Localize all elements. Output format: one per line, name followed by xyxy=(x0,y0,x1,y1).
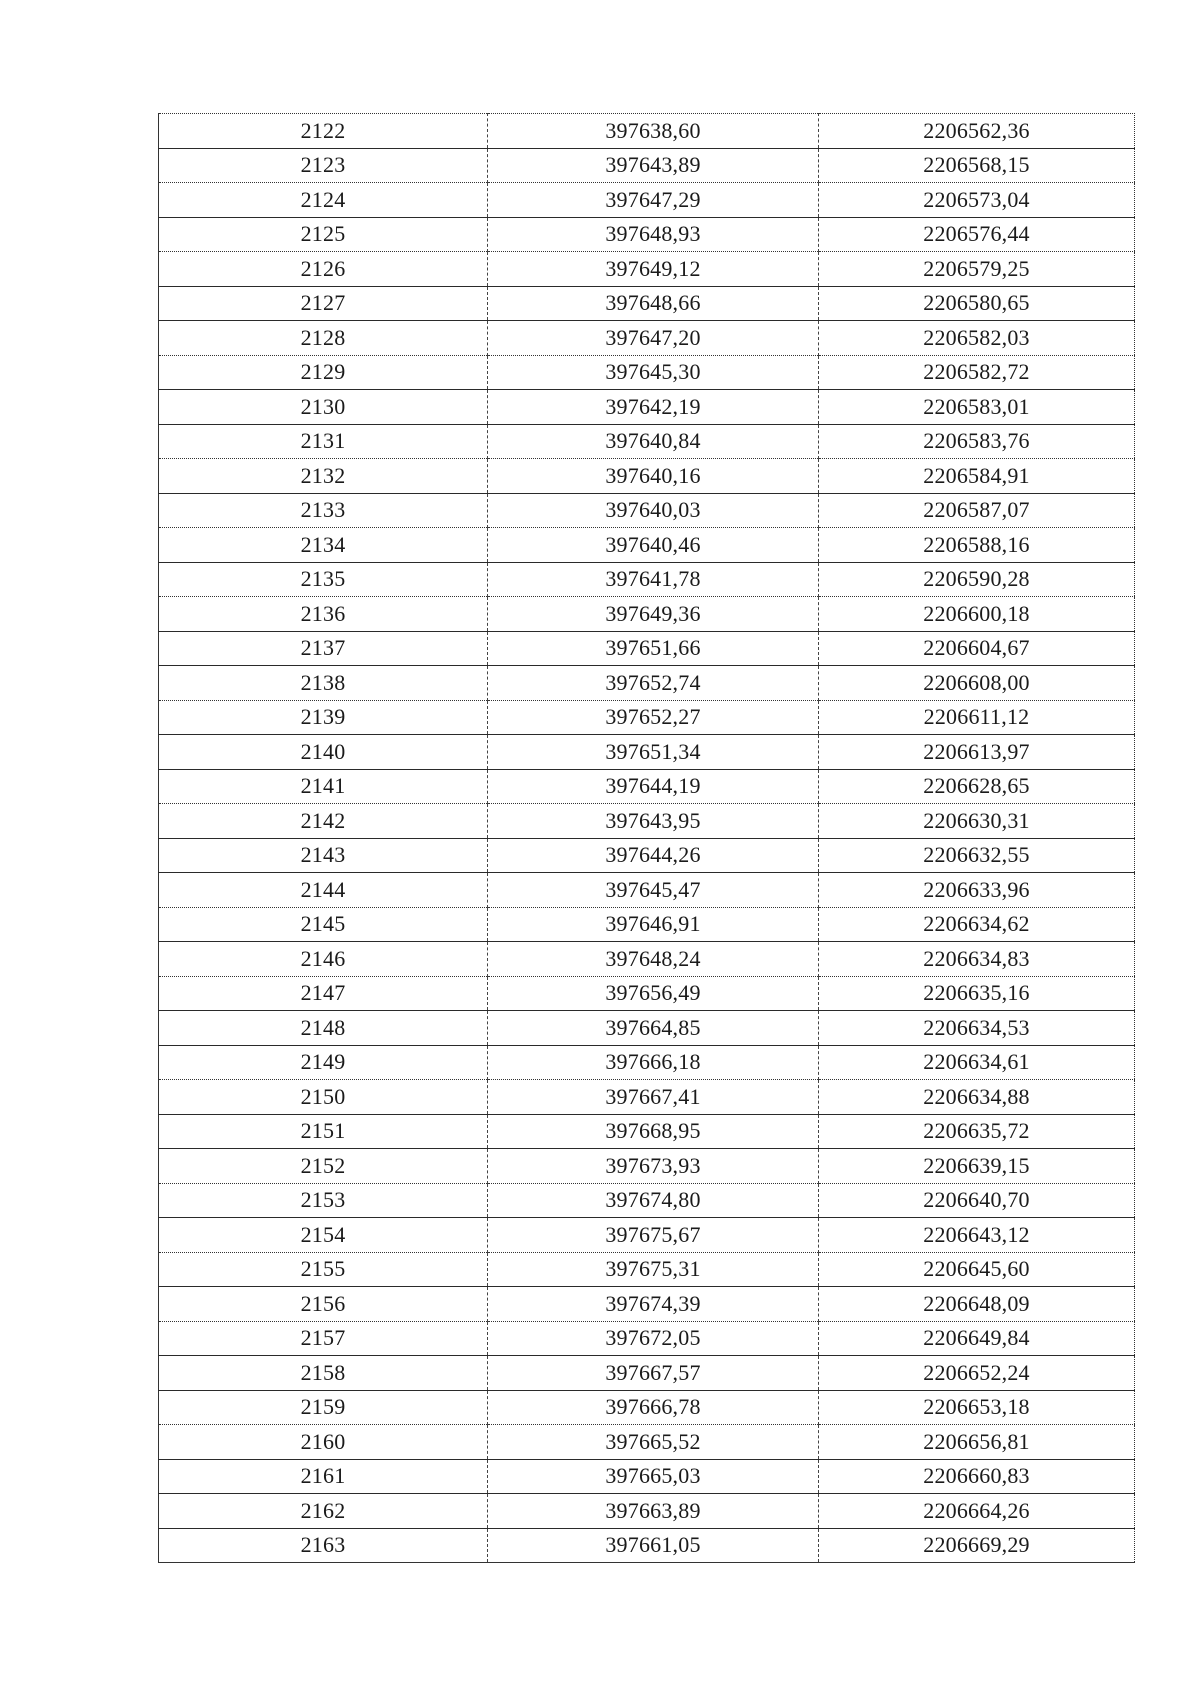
y-coordinate-cell: 2206628,65 xyxy=(923,773,1030,799)
x-coordinate-cell: 397668,95 xyxy=(488,1114,819,1149)
table-row xyxy=(159,769,1135,804)
point-number-cell: 2128 xyxy=(159,321,488,356)
point-number-cell: 2149 xyxy=(159,1045,488,1080)
table-row xyxy=(159,1494,1135,1529)
point-number-cell: 2152 xyxy=(159,1149,488,1184)
point-number-cell: 2136 xyxy=(159,597,488,632)
x-coordinate-cell: 397674,80 xyxy=(488,1183,819,1218)
y-coordinate-cell: 2206573,04 xyxy=(923,186,1030,212)
table-row xyxy=(159,1459,1135,1494)
x-coordinate-cell: 397666,78 xyxy=(488,1390,819,1425)
point-number-cell: 2161 xyxy=(159,1459,488,1494)
x-coordinate-cell: 397667,41 xyxy=(488,1080,819,1115)
x-coordinate-cell: 397649,12 xyxy=(488,252,819,287)
x-coordinate-cell: 397656,49 xyxy=(488,976,819,1011)
point-number-cell: 2155 xyxy=(159,1252,488,1287)
y-coordinate-cell: 2206576,44 xyxy=(923,221,1030,247)
point-number-cell: 2153 xyxy=(159,1183,488,1218)
point-number-cell: 2139 xyxy=(159,700,488,735)
table-row xyxy=(159,528,1135,563)
x-coordinate-cell: 397642,19 xyxy=(488,390,819,425)
x-coordinate-cell: 397643,89 xyxy=(488,148,819,183)
table-row xyxy=(159,1011,1135,1046)
point-number-cell: 2142 xyxy=(159,804,488,839)
y-coordinate-cell: 2206582,03 xyxy=(923,324,1030,350)
y-coordinate-cell: 2206635,72 xyxy=(923,1118,1030,1144)
point-number-cell: 2141 xyxy=(159,769,488,804)
x-coordinate-cell: 397651,66 xyxy=(488,631,819,666)
y-coordinate-cell: 2206604,67 xyxy=(923,635,1030,661)
y-coordinate-cell: 2206562,36 xyxy=(923,117,1030,143)
table-row xyxy=(159,183,1135,218)
point-number-cell: 2146 xyxy=(159,942,488,977)
y-coordinate-cell: 2206632,55 xyxy=(923,842,1030,868)
x-coordinate-cell: 397648,24 xyxy=(488,942,819,977)
table-row xyxy=(159,1321,1135,1356)
x-coordinate-cell: 397652,74 xyxy=(488,666,819,701)
x-coordinate-cell: 397675,31 xyxy=(488,1252,819,1287)
y-coordinate-cell: 2206634,88 xyxy=(923,1083,1030,1109)
point-number-cell: 2133 xyxy=(159,493,488,528)
y-coordinate-cell: 2206634,61 xyxy=(923,1049,1030,1075)
point-number-cell: 2148 xyxy=(159,1011,488,1046)
point-number-cell: 2122 xyxy=(159,114,488,149)
table-row xyxy=(159,459,1135,494)
x-coordinate-cell: 397674,39 xyxy=(488,1287,819,1322)
table-row xyxy=(159,217,1135,252)
x-coordinate-cell: 397665,52 xyxy=(488,1425,819,1460)
table-row xyxy=(159,1149,1135,1184)
point-number-cell: 2145 xyxy=(159,907,488,942)
point-number-cell: 2157 xyxy=(159,1321,488,1356)
x-coordinate-cell: 397645,30 xyxy=(488,355,819,390)
y-coordinate-cell: 2206630,31 xyxy=(923,807,1030,833)
table-row xyxy=(159,252,1135,287)
y-coordinate-cell: 2206639,15 xyxy=(923,1152,1030,1178)
y-coordinate-cell: 2206635,16 xyxy=(923,980,1030,1006)
point-number-cell: 2130 xyxy=(159,390,488,425)
table-row xyxy=(159,1390,1135,1425)
table-row xyxy=(159,1080,1135,1115)
table-row xyxy=(159,735,1135,770)
point-number-cell: 2159 xyxy=(159,1390,488,1425)
table-row xyxy=(159,804,1135,839)
y-coordinate-cell: 2206648,09 xyxy=(923,1290,1030,1316)
y-coordinate-cell: 2206579,25 xyxy=(923,255,1030,281)
x-coordinate-cell: 397647,20 xyxy=(488,321,819,356)
table-row xyxy=(159,1045,1135,1080)
table-row xyxy=(159,114,1135,149)
point-number-cell: 2134 xyxy=(159,528,488,563)
table-row xyxy=(159,631,1135,666)
y-coordinate-cell: 2206664,26 xyxy=(923,1497,1030,1523)
point-number-cell: 2129 xyxy=(159,355,488,390)
table-row xyxy=(159,355,1135,390)
y-coordinate-cell: 2206582,72 xyxy=(923,359,1030,385)
table-row xyxy=(159,286,1135,321)
point-number-cell: 2132 xyxy=(159,459,488,494)
y-coordinate-cell: 2206652,24 xyxy=(923,1359,1030,1385)
y-coordinate-cell: 2206608,00 xyxy=(923,669,1030,695)
table-row xyxy=(159,873,1135,908)
x-coordinate-cell: 397663,89 xyxy=(488,1494,819,1529)
table-row xyxy=(159,700,1135,735)
table-row xyxy=(159,148,1135,183)
table-row xyxy=(159,1356,1135,1391)
x-coordinate-cell: 397648,66 xyxy=(488,286,819,321)
x-coordinate-cell: 397649,36 xyxy=(488,597,819,632)
x-coordinate-cell: 397673,93 xyxy=(488,1149,819,1184)
table-row xyxy=(159,1425,1135,1460)
point-number-cell: 2125 xyxy=(159,217,488,252)
y-coordinate-cell: 2206649,84 xyxy=(923,1325,1030,1351)
x-coordinate-cell: 397651,34 xyxy=(488,735,819,770)
point-number-cell: 2163 xyxy=(159,1528,488,1563)
x-coordinate-cell: 397640,03 xyxy=(488,493,819,528)
x-coordinate-cell: 397647,29 xyxy=(488,183,819,218)
x-coordinate-cell: 397640,16 xyxy=(488,459,819,494)
point-number-cell: 2158 xyxy=(159,1356,488,1391)
y-coordinate-cell: 2206660,83 xyxy=(923,1463,1030,1489)
point-number-cell: 2160 xyxy=(159,1425,488,1460)
y-coordinate-cell: 2206590,28 xyxy=(923,566,1030,592)
x-coordinate-cell: 397643,95 xyxy=(488,804,819,839)
coordinates-table xyxy=(158,113,1135,1563)
y-coordinate-cell: 2206584,91 xyxy=(923,462,1030,488)
y-coordinate-cell: 2206583,01 xyxy=(923,393,1030,419)
x-coordinate-cell: 397661,05 xyxy=(488,1528,819,1563)
x-coordinate-cell: 397675,67 xyxy=(488,1218,819,1253)
point-number-cell: 2138 xyxy=(159,666,488,701)
y-coordinate-cell: 2206643,12 xyxy=(923,1221,1030,1247)
coordinates-table-body xyxy=(159,114,1135,1563)
point-number-cell: 2156 xyxy=(159,1287,488,1322)
x-coordinate-cell: 397640,84 xyxy=(488,424,819,459)
y-coordinate-cell: 2206634,62 xyxy=(923,911,1030,937)
point-number-cell: 2150 xyxy=(159,1080,488,1115)
table-row xyxy=(159,907,1135,942)
point-number-cell: 2147 xyxy=(159,976,488,1011)
x-coordinate-cell: 397640,46 xyxy=(488,528,819,563)
point-number-cell: 2124 xyxy=(159,183,488,218)
y-coordinate-cell: 2206633,96 xyxy=(923,876,1030,902)
table-row xyxy=(159,1252,1135,1287)
x-coordinate-cell: 397665,03 xyxy=(488,1459,819,1494)
x-coordinate-cell: 397648,93 xyxy=(488,217,819,252)
table-row xyxy=(159,1287,1135,1322)
x-coordinate-cell: 397672,05 xyxy=(488,1321,819,1356)
point-number-cell: 2137 xyxy=(159,631,488,666)
point-number-cell: 2140 xyxy=(159,735,488,770)
x-coordinate-cell: 397644,26 xyxy=(488,838,819,873)
point-number-cell: 2131 xyxy=(159,424,488,459)
table-row xyxy=(159,562,1135,597)
y-coordinate-cell: 2206568,15 xyxy=(923,152,1030,178)
point-number-cell: 2127 xyxy=(159,286,488,321)
table-row xyxy=(159,1218,1135,1253)
table-row xyxy=(159,597,1135,632)
y-coordinate-cell: 2206645,60 xyxy=(923,1256,1030,1282)
x-coordinate-cell: 397664,85 xyxy=(488,1011,819,1046)
y-coordinate-cell: 2206640,70 xyxy=(923,1187,1030,1213)
table-row xyxy=(159,1528,1135,1563)
table-row xyxy=(159,666,1135,701)
table-row xyxy=(159,424,1135,459)
table-row xyxy=(159,390,1135,425)
x-coordinate-cell: 397645,47 xyxy=(488,873,819,908)
table-row xyxy=(159,838,1135,873)
point-number-cell: 2144 xyxy=(159,873,488,908)
y-coordinate-cell: 2206580,65 xyxy=(923,290,1030,316)
point-number-cell: 2154 xyxy=(159,1218,488,1253)
point-number-cell: 2162 xyxy=(159,1494,488,1529)
point-number-cell: 2143 xyxy=(159,838,488,873)
x-coordinate-cell: 397666,18 xyxy=(488,1045,819,1080)
x-coordinate-cell: 397652,27 xyxy=(488,700,819,735)
y-coordinate-cell: 2206587,07 xyxy=(923,497,1030,523)
x-coordinate-cell: 397667,57 xyxy=(488,1356,819,1391)
y-coordinate-cell: 2206653,18 xyxy=(923,1394,1030,1420)
x-coordinate-cell: 397638,60 xyxy=(488,114,819,149)
x-coordinate-cell: 397641,78 xyxy=(488,562,819,597)
point-number-cell: 2151 xyxy=(159,1114,488,1149)
y-coordinate-cell: 2206613,97 xyxy=(923,738,1030,764)
y-coordinate-cell: 2206600,18 xyxy=(923,600,1030,626)
y-coordinate-cell: 2206634,53 xyxy=(923,1014,1030,1040)
y-coordinate-cell: 2206669,29 xyxy=(923,1532,1030,1558)
table-row xyxy=(159,1114,1135,1149)
y-coordinate-cell: 2206634,83 xyxy=(923,945,1030,971)
table-row xyxy=(159,1183,1135,1218)
x-coordinate-cell: 397644,19 xyxy=(488,769,819,804)
point-number-cell: 2123 xyxy=(159,148,488,183)
table-row xyxy=(159,493,1135,528)
point-number-cell: 2126 xyxy=(159,252,488,287)
y-coordinate-cell: 2206588,16 xyxy=(923,531,1030,557)
y-coordinate-cell: 2206611,12 xyxy=(923,704,1030,730)
table-row xyxy=(159,321,1135,356)
x-coordinate-cell: 397646,91 xyxy=(488,907,819,942)
table-row xyxy=(159,976,1135,1011)
table-row xyxy=(159,942,1135,977)
point-number-cell: 2135 xyxy=(159,562,488,597)
y-coordinate-cell: 2206583,76 xyxy=(923,428,1030,454)
y-coordinate-cell: 2206656,81 xyxy=(923,1428,1030,1454)
